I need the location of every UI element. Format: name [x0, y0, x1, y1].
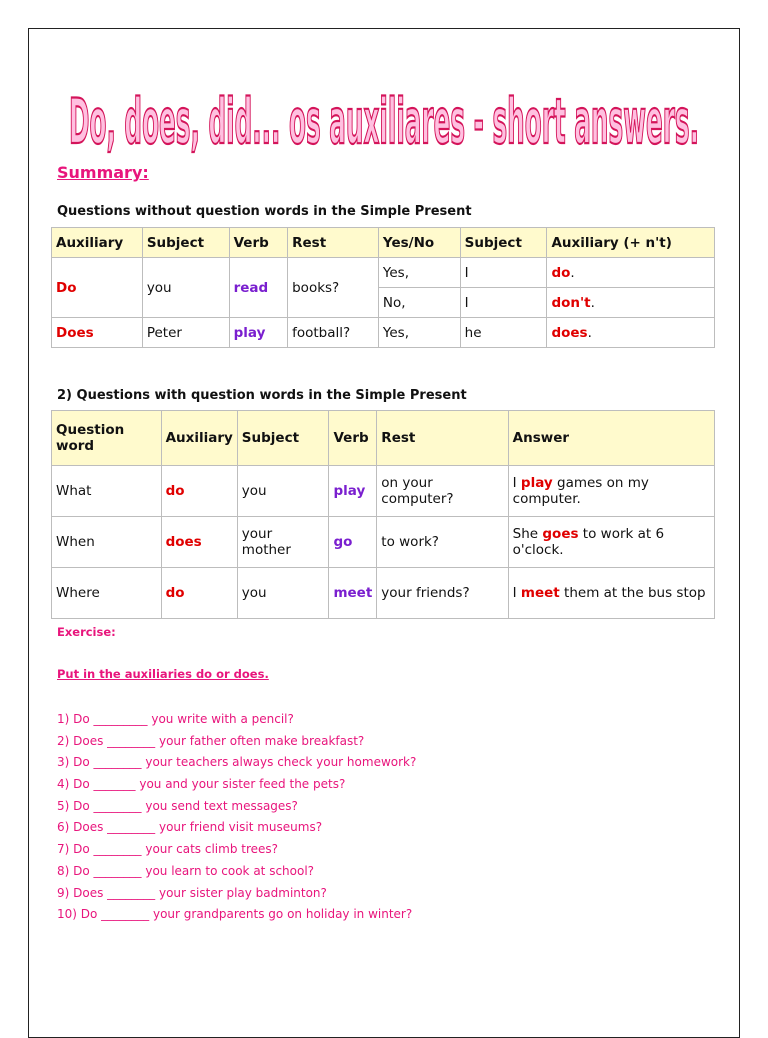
exercise-item: 1) Do _________ you write with a pencil?	[57, 712, 294, 726]
col-header: Verb	[329, 411, 377, 466]
page-title: Do, does, did... os auxiliares - short answers.	[69, 85, 699, 158]
exercise-instruction: Put in the auxiliaries do or does.	[57, 667, 269, 681]
cell-yesno: Yes,	[378, 258, 460, 288]
answer-punct: .	[570, 264, 575, 281]
table-row	[52, 466, 715, 517]
title-graphic	[65, 57, 705, 167]
col-header: Auxiliary	[52, 228, 143, 258]
answer-verb: play	[520, 475, 553, 491]
table-header-row	[52, 228, 715, 258]
cell-answer	[508, 568, 714, 619]
exercise-item: 3) Do ________ your teachers always check your homework?	[57, 755, 417, 770]
answer-text: I	[512, 585, 521, 601]
answer-text: I	[512, 475, 521, 491]
cell-subject: you	[237, 466, 329, 517]
exercise-item: 8) Do ________ you learn to cook at school?	[57, 863, 315, 878]
section1-heading: Questions without question words in the Simple Present	[57, 204, 472, 219]
cell-answer-aux	[547, 258, 715, 288]
col-header: Subject	[237, 411, 329, 466]
exercise-item: 4) Do _______ you and your sister feed the pets?	[57, 777, 346, 792]
table-row	[52, 318, 715, 348]
cell-answer-subject: I	[460, 258, 547, 288]
cell-rest: books?	[288, 258, 379, 318]
cell-answer	[508, 517, 714, 568]
cell-rest: to work?	[377, 517, 508, 568]
cell-rest: your friends?	[377, 568, 508, 619]
cell-answer-subject: he	[460, 318, 547, 348]
answer-aux-word: does	[551, 324, 588, 341]
table-question-words	[51, 410, 715, 619]
exercise-item: 5) Do ________ you send text messages?	[57, 798, 298, 813]
cell-subject: you	[237, 568, 329, 619]
answer-text: them at the bus stop	[559, 585, 706, 601]
col-header: Rest	[377, 411, 508, 466]
answer-punct: .	[590, 294, 595, 311]
cell-question-word: Where	[52, 568, 162, 619]
exercise-item: 9) Does ________ your sister play badminton?	[57, 885, 327, 900]
cell-rest: on your computer?	[377, 466, 508, 517]
exercise-item: 6) Does ________ your friend visit museums?	[57, 820, 323, 835]
col-header: Answer	[508, 411, 714, 466]
col-header: Verb	[229, 228, 288, 258]
cell-verb: read	[229, 258, 288, 318]
cell-answer-aux	[547, 288, 715, 318]
answer-text: She	[512, 526, 543, 542]
cell-yesno: No,	[378, 288, 460, 318]
cell-auxiliary: Does	[52, 318, 143, 348]
table-row	[52, 258, 715, 288]
section2-heading: 2) Questions with question words in the Simple Present	[57, 388, 467, 403]
cell-auxiliary: does	[161, 517, 237, 568]
answer-punct: .	[587, 324, 592, 341]
col-header: Question word	[52, 411, 162, 466]
exercise-label: Exercise:	[57, 625, 116, 639]
cell-question-word: When	[52, 517, 162, 568]
cell-answer	[508, 466, 714, 517]
exercise-list	[57, 709, 416, 926]
col-header: Yes/No	[378, 228, 460, 258]
cell-question-word: What	[52, 466, 162, 517]
answer-aux-word: do	[551, 264, 571, 281]
table-header-row	[52, 411, 715, 466]
table-row	[52, 568, 715, 619]
cell-auxiliary: do	[161, 466, 237, 517]
col-header: Subject	[142, 228, 229, 258]
exercise-item: 10) Do ________ your grandparents go on holiday in winter?	[57, 907, 413, 922]
summary-label: Summary:	[57, 163, 149, 182]
worksheet-page	[28, 28, 740, 1038]
col-header: Rest	[288, 228, 379, 258]
cell-subject: your mother	[237, 517, 329, 568]
col-header: Auxiliary (+ n't)	[547, 228, 715, 258]
cell-rest: football?	[288, 318, 379, 348]
title-banner	[65, 57, 705, 167]
cell-subject: Peter	[142, 318, 229, 348]
table-short-answers	[51, 227, 715, 348]
col-header: Auxiliary	[161, 411, 237, 466]
table-row	[52, 517, 715, 568]
answer-text: games on my computer.	[512, 475, 649, 507]
cell-verb: go	[329, 517, 377, 568]
col-header: Subject	[460, 228, 547, 258]
exercise-item: 2) Does ________ your father often make breakfast?	[57, 733, 365, 748]
cell-verb: play	[229, 318, 288, 348]
answer-aux-word: don't	[551, 294, 591, 311]
answer-verb: goes	[542, 526, 579, 542]
cell-verb: play	[329, 466, 377, 517]
cell-auxiliary: Do	[52, 258, 143, 318]
cell-verb: meet	[329, 568, 377, 619]
cell-answer-aux	[547, 318, 715, 348]
cell-answer-subject: I	[460, 288, 547, 318]
cell-auxiliary: do	[161, 568, 237, 619]
cell-subject: you	[142, 258, 229, 318]
cell-yesno: Yes,	[378, 318, 460, 348]
answer-verb: meet	[520, 585, 560, 601]
exercise-item: 7) Do ________ your cats climb trees?	[57, 842, 279, 857]
answer-text: to work at 6 o'clock.	[512, 526, 665, 558]
